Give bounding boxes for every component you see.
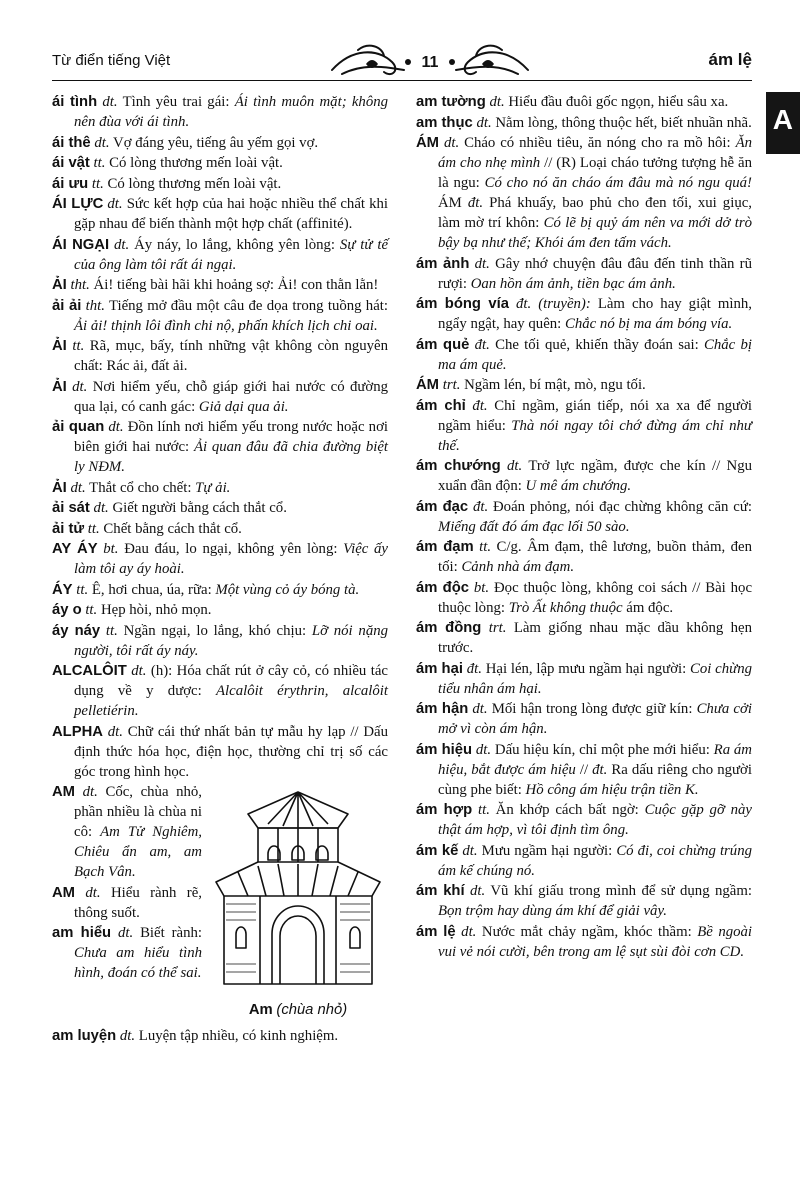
entry-headword: AY ÁY (52, 541, 98, 557)
figure-caption (208, 1000, 388, 1020)
entry-headword: ÁM (416, 135, 440, 151)
entry-part-of-speech: tt. (105, 622, 118, 639)
entry-example: Có đi, coi chừng trúng ám kế chúng nó. (438, 842, 753, 879)
dictionary-entry (416, 396, 752, 456)
entry-definition: Nơi hiểm yếu, chỗ giáp giới hai nước có đường qua lại, có canh gác: (74, 378, 389, 415)
entry-definition: Đồn lính nơi hiểm yếu trong nước hoặc nơi biên giới hai nước: (74, 419, 389, 455)
entry-example: Tự ải. (195, 479, 231, 496)
am-entries-with-figure (52, 782, 388, 1026)
dictionary-entry (52, 417, 388, 477)
entry-headword: áy náy (52, 622, 101, 639)
entry-definition: Mưu ngầm hại người: (481, 842, 617, 859)
dictionary-entry (52, 194, 388, 234)
entry-example: Thà nói ngay tôi chớ đừng ám chỉ như thế. (438, 417, 752, 454)
entry-definition: Làm giống nhau mặc dầu không hẹn trước. (438, 620, 753, 656)
dictionary-entry (416, 537, 752, 577)
caption-headword: Am (248, 1002, 273, 1018)
dictionary-entry (416, 497, 752, 537)
entry-part-of-speech: trt. (442, 377, 461, 393)
entry-headword: ám hiệu (416, 741, 473, 758)
dictionary-entry (416, 699, 752, 739)
dictionary-entry (52, 235, 388, 275)
entry-example: Giả dại qua ải. (198, 398, 289, 415)
entry-definition: Rã, mục, bấy, tính những vật không còn nguyên chất: Rác ải, đất ải. (74, 338, 389, 374)
entry-example: đt. (467, 195, 484, 211)
entry-definition: Cháo có nhiều tiêu, ăn nóng cho ra mồ hôi: (464, 135, 736, 151)
entry-definition: Ngần ngại, lo lắng, khó chịu: (123, 622, 312, 639)
entry-example: Lỡ nói nặng người, tôi rất áy náy. (74, 622, 389, 659)
entry-definition: Ê, hơi chua, úa, rữa: (91, 581, 216, 598)
entry-headword: ái ưu (52, 175, 89, 192)
entry-definition: Phá khuấy, bao phủ cho đen tối, xui giục, làm mờ trí khôn: (438, 195, 752, 231)
entry-example: Bọn trộm hay dùng ám khí để giải vây. (438, 903, 667, 919)
entry-part-of-speech: tt. (87, 520, 100, 537)
dictionary-entry (52, 580, 388, 600)
entry-part-of-speech: dt. (507, 458, 523, 474)
entry-headword: ám đồng (416, 620, 482, 636)
entry-part-of-speech: tt. (479, 539, 492, 555)
header-ornament (322, 40, 538, 84)
entry-part-of-speech: dt. (108, 419, 124, 435)
entry-headword: ám độc (416, 579, 469, 596)
entry-headword: ám khí (416, 883, 465, 899)
entry-definition: Đoán phỏng, nói đạc chừng không căn cứ: (493, 498, 752, 515)
dictionary-entry (52, 153, 388, 173)
dictionary-entry (52, 275, 388, 295)
entry-part-of-speech: dt. (472, 701, 488, 717)
entry-example: Cảnh nhà ám đạm. (461, 559, 575, 575)
entry-definition: Tiếng mở đầu một câu đe dọa trong tuồng hát: (108, 297, 388, 314)
entry-definition: Gây nhớ chuyện đâu đâu đến tinh thần rũ rượi: (438, 255, 752, 292)
dictionary-entry (52, 377, 388, 417)
dictionary-entry (416, 335, 752, 375)
dictionary-entry (52, 600, 388, 620)
entry-example: Ra ám hiệu, bắt được ám hiệu (438, 741, 752, 778)
entry-example: Sự tử tế của ông làm tôi rất ái ngại. (74, 236, 389, 273)
entry-part-of-speech: tht. (85, 297, 105, 314)
entry-definition: Làm cho hay giật mình, ngẩy ngật, hay quên: (438, 296, 753, 332)
left-column (52, 92, 388, 1047)
entry-part-of-speech: dt. (443, 135, 460, 151)
entry-definition: // (575, 761, 593, 778)
entry-part-of-speech: đt. (466, 660, 482, 677)
page-number: 11 (421, 54, 439, 71)
entry-headword: ÁI LỰC (52, 196, 104, 212)
entry-definition: Mối hận trong lòng được giữ kín: (491, 701, 697, 717)
entry-definition: Vợ đáng yêu, tiếng âu yếm gọi vợ. (113, 134, 319, 151)
dictionary-entry (416, 375, 752, 395)
entry-definition: Che tối quẻ, khiến thầy đoán sai: (495, 336, 704, 353)
entry-headword: ám quẻ (416, 336, 470, 353)
entry-headword: ám kế (416, 842, 459, 859)
entry-headword: AM (52, 784, 76, 800)
entry-definition: Tình yêu trai gái: (122, 94, 235, 110)
right-column (416, 92, 752, 962)
dictionary-entry (416, 740, 752, 800)
dictionary-entry (416, 578, 752, 618)
entry-definition: ÁM (438, 195, 468, 211)
entry-part-of-speech: bt. (103, 541, 119, 557)
entry-part-of-speech: dt. (461, 923, 477, 940)
entry-part-of-speech: dt. (475, 741, 492, 758)
entry-example: Bề ngoài vui vẻ nói cười, bên trong am lệ sụt sùi đòi cơn CD. (438, 923, 753, 960)
dictionary-entry (52, 498, 388, 518)
dictionary-entry (52, 478, 388, 498)
dictionary-entry (52, 92, 388, 132)
entry-definition: Áy náy, lo lắng, không yên lòng: (134, 236, 340, 253)
entry-part-of-speech: trt. (488, 620, 507, 636)
entry-headword: áy o (52, 602, 82, 618)
pagoda-illustration-icon (208, 784, 388, 994)
entry-headword: ám lệ (416, 923, 456, 940)
entry-part-of-speech: dt. (72, 378, 88, 395)
book-title: Từ điển tiếng Việt (52, 52, 171, 69)
entry-definition: Thắt cổ cho chết: (89, 479, 196, 496)
entry-definition: Đau đáu, lo ngại, không yên lòng: (124, 541, 344, 557)
entry-headword: ải tử (52, 520, 85, 537)
entry-part-of-speech: dt. (85, 884, 101, 901)
entry-part-of-speech: đt. (474, 336, 490, 353)
entry-definition: ám độc. (622, 599, 674, 616)
entry-example: Có lẽ bị quỷ ám nên va mới dở trò bậy bạ như thế; Khói ám đen tấm vách. (438, 215, 752, 251)
entry-headword: ÁY (52, 581, 73, 598)
entry-part-of-speech: dt. (469, 883, 486, 899)
entry-example: Coi chừng tiểu nhân ám hại. (438, 660, 752, 697)
entry-example: U mê ám chướng. (525, 478, 632, 494)
entry-part-of-speech: dt. (82, 784, 98, 800)
entry-definition: Nước mắt chảy ngầm, khóc thầm: (481, 923, 698, 940)
entry-headword: ám chỉ (416, 397, 466, 414)
entry-definition: Đọc thuộc lòng, không coi sách // Bài học thuộc lòng: (438, 579, 753, 616)
entry-part-of-speech: dt. (113, 236, 130, 253)
entry-example: Chưa cởi mở vì còn ám hận. (438, 701, 753, 737)
dictionary-entry (52, 519, 388, 539)
entry-part-of-speech: dt. (131, 663, 147, 679)
entry-definition: Có lòng thương mến loài vật. (107, 175, 282, 192)
left-tail-entries (52, 1026, 388, 1046)
entry-definition: Ra dấu riêng cho người cùng phe biết: (438, 761, 752, 798)
entry-part-of-speech: tt. (76, 581, 89, 598)
entry-definition: Có lòng thương mến loài vật. (109, 155, 283, 171)
entry-part-of-speech: dt. (476, 114, 492, 131)
entry-headword: ALCALÔIT (52, 663, 127, 679)
dictionary-entry (416, 254, 752, 294)
entry-headword: ái tình (52, 94, 98, 110)
entry-headword: ẢI (52, 378, 67, 395)
entry-example: Ái tình muôn mặt; không nên đùa với ái tình. (74, 94, 389, 130)
entry-headword: ải quan (52, 419, 105, 435)
dictionary-entry (52, 1026, 388, 1046)
dictionary-entry (52, 133, 388, 153)
entry-example: Một vùng cỏ áy bóng tà. (215, 581, 360, 598)
dictionary-entry (52, 621, 388, 661)
entry-definition: C/g. Âm đạm, thê lương, buồn thảm, đen tối: (438, 539, 752, 575)
entry-definition: Dấu hiệu kín, chỉ một phe mới hiểu: (494, 741, 714, 758)
entry-headword: am hiểu (52, 925, 112, 941)
dictionary-entry (52, 782, 202, 882)
dictionary-entry (416, 800, 752, 840)
figure-am (208, 784, 388, 1024)
entry-part-of-speech: dt. (93, 500, 109, 516)
entry-definition: Ngầm lén, bí mật, mò, ngu tối. (464, 377, 646, 393)
entry-part-of-speech: dt. (107, 723, 123, 740)
dictionary-entry (52, 722, 388, 782)
entry-headword: ám đạc (416, 498, 469, 515)
entry-part-of-speech: dt. (102, 94, 118, 110)
entry-example: Cuộc gặp gỡ này thật ám hợp, vì tôi định tìm ông. (438, 802, 752, 838)
entry-part-of-speech: tt. (93, 155, 106, 171)
entry-example: Miếng đất đó ám đạc lối 50 sào. (438, 518, 630, 535)
entry-example: Ăn ám cho nhẹ mình (438, 135, 752, 171)
right-entries (416, 92, 752, 962)
entry-definition: Sức kết hợp của hai hoặc nhiều thể chất khi gặp nhau để biến thành một hợp chất (affinité). (74, 196, 389, 232)
entry-definition: Hiểu đầu đuôi gốc ngọn, hiểu sâu xa. (508, 94, 729, 110)
entry-definition: Hẹp hòi, nhỏ mọn. (100, 602, 212, 618)
entry-part-of-speech: bt. (473, 579, 490, 596)
dictionary-entry (416, 294, 752, 334)
entry-part-of-speech: dt. (94, 134, 110, 151)
entry-definition: (h): Hóa chất rút ở cây cỏ, có nhiều tác dụng về y dược: (74, 663, 388, 699)
entry-part-of-speech: dt. (70, 479, 86, 496)
entry-headword: ám đạm (416, 539, 474, 555)
entry-headword: am luyện (52, 1028, 117, 1044)
entry-example: Ải quan đâu đã chia đường biệt ly NĐM. (74, 439, 389, 475)
entry-definition: Ái! tiếng bài hãi khi hoảng sợ: Ải! con thằn lằn! (93, 277, 379, 293)
dictionary-entry (52, 883, 202, 923)
entry-example: Chắc bị ma ám quẻ. (438, 336, 752, 373)
entry-headword: ám chướng (416, 458, 501, 474)
entry-definition: Nằm lòng, thông thuộc hết, biết nhuần nhã. (495, 114, 752, 131)
entry-headword: ải ải (52, 297, 82, 314)
entry-headword: ái vật (52, 155, 90, 171)
entry-headword: ẢI (52, 338, 67, 354)
entry-definition: // (R) Loại cháo tưởng tượng hễ ăn là ngu: (438, 155, 752, 191)
entry-part-of-speech: tt. (477, 802, 490, 818)
caption-gloss: (chùa nhỏ) (276, 1002, 348, 1018)
entry-example: Có cho nó ăn cháo ám đâu mà nó ngu quá! (484, 175, 752, 191)
entry-example: đt. (592, 761, 608, 778)
entry-headword: ái thê (52, 134, 91, 151)
dictionary-entry (416, 113, 752, 133)
entry-headword: ám hận (416, 701, 469, 717)
entry-headword: ÁM (416, 377, 440, 393)
entry-part-of-speech: tt. (72, 338, 85, 354)
entry-example: Trò Ất không thuộc (508, 599, 623, 616)
entry-headword: ám hợp (416, 802, 473, 818)
entry-part-of-speech: đt. (472, 498, 489, 515)
entry-part-of-speech: tt. (91, 175, 104, 192)
dictionary-entry (52, 539, 388, 579)
entry-example: Ải ải! thịnh lôi đình chi nộ, phấn khích lịch chi oai. (74, 317, 378, 334)
entry-definition: Chỉ ngầm, gián tiếp, nói xa xa để người ngầm hiểu: (438, 397, 753, 434)
entry-definition: Giết người bằng cách thắt cổ. (112, 500, 287, 516)
entry-definition: Ăn khớp cách bất ngờ: (495, 802, 645, 818)
entry-example: Am Tử Nghiêm, Chiêu ẩn am, am Bạch Vân. (74, 824, 203, 880)
dictionary-entry (52, 296, 388, 336)
page-header (52, 40, 752, 84)
entry-part-of-speech: dt. (474, 255, 490, 272)
entry-part-of-speech: dt. (489, 94, 505, 110)
dictionary-entry (416, 659, 752, 699)
entry-definition: Biết rành: (140, 925, 202, 941)
entry-headword: ALPHA (52, 723, 103, 740)
guide-word: ám lệ (708, 50, 752, 69)
entry-part-of-speech: tht. (70, 277, 90, 293)
entry-example: Chưa am hiểu tình hình, đoán có thể sai. (74, 945, 202, 981)
entry-part-of-speech: đt. (truyền): (515, 296, 591, 312)
entry-example: Alcalôit érythrin, alcalôit pelletiérin. (74, 683, 388, 719)
entry-headword: ÁI NGẠI (52, 236, 110, 253)
header-rule (52, 80, 752, 81)
entry-part-of-speech: đt. (472, 397, 488, 414)
thumb-index-letter: A (772, 104, 793, 135)
entry-headword: ám ảnh (416, 255, 470, 272)
dictionary-entry (416, 881, 752, 921)
entry-headword: ẢI (52, 277, 67, 293)
dictionary-entry (52, 336, 388, 376)
am-entries (52, 782, 202, 984)
dictionary-entry (52, 174, 388, 194)
dictionary-entry (52, 661, 388, 721)
entry-part-of-speech: dt. (107, 196, 123, 212)
dictionary-entry (416, 841, 752, 881)
entry-example: Oan hồn ám ảnh, tiền bạc ám ảnh. (470, 275, 676, 292)
entry-definition: Trở lực ngầm, được che kín // Ngu xuẩn đần độn: (438, 458, 753, 494)
dictionary-entry (416, 922, 752, 962)
entry-definition: Hại lén, lập mưu ngầm hại người: (485, 660, 691, 677)
entry-headword: ẢI (52, 479, 67, 496)
entry-example: Việc ấy làm tôi ay áy hoài. (74, 541, 388, 577)
dictionary-entry (416, 456, 752, 496)
entry-headword: am thục (416, 114, 473, 131)
entry-headword: ám hại (416, 660, 463, 677)
entry-definition: Luyện tập nhiều, có kinh nghiệm. (138, 1028, 339, 1044)
entry-part-of-speech: dt. (462, 842, 478, 859)
entry-headword: AM (52, 884, 76, 901)
dictionary-entry (416, 133, 752, 253)
entry-part-of-speech: tt. (85, 602, 98, 618)
entry-headword: ải sát (52, 500, 90, 516)
entry-headword: am tường (416, 94, 486, 110)
entry-part-of-speech: dt. (119, 1028, 136, 1044)
left-entries (52, 92, 388, 782)
entry-definition: Chết bằng cách thắt cổ. (103, 520, 242, 537)
entry-definition: Cốc, chùa nhỏ, phần nhiều là chùa ni cô: (74, 784, 203, 840)
entry-headword: ám bóng vía (416, 296, 509, 312)
dictionary-entry (416, 618, 752, 658)
entry-definition: Hiểu rành rẽ, thông suốt. (74, 884, 202, 921)
entry-definition: Chữ cái thứ nhất bản tự mẫu hy lạp // Dấu định thức hóa học, điện học, thường chỉ trị số các góc trong hình học. (74, 723, 388, 780)
dictionary-entry (416, 92, 752, 112)
entry-part-of-speech: dt. (117, 925, 134, 941)
entry-example: Hồ công ám hiệu trận tiền K. (525, 781, 699, 798)
dictionary-entry (52, 923, 202, 983)
entry-definition: Vũ khí giấu trong mình để sử dụng ngầm: (490, 883, 752, 899)
entry-example: Chắc nó bị ma ám bóng vía. (564, 316, 733, 332)
